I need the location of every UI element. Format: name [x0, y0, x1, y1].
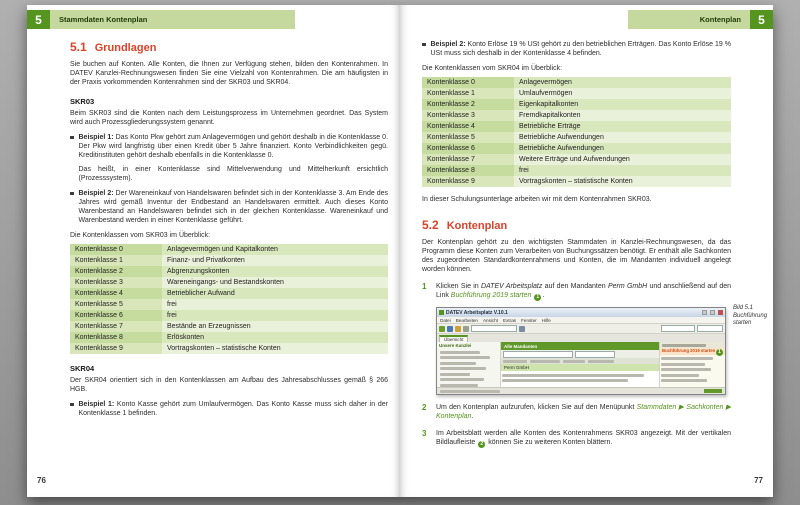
tree-item-skeleton: [440, 356, 490, 359]
toolbar: [437, 324, 725, 334]
table-row: Kontenklasse 4 Betrieblicher Aufwand: [70, 288, 388, 299]
table-row: Kontenklasse 3 Wareneingangs- und Bestandskonten: [70, 277, 388, 288]
skr03-subheading: SKR03: [70, 97, 95, 106]
section-heading-5-2: [422, 218, 731, 232]
minimize-icon: [702, 310, 707, 315]
skr04-table-caption: Die Kontenklassen vom SKR04 im Überblick:: [422, 65, 563, 72]
link-name-emphasis: Buchführung 2019 starten: [450, 292, 532, 299]
example-label: Beispiel 2:: [78, 190, 114, 197]
table-row: Kontenklasse 1 Umlaufvermögen: [422, 88, 731, 99]
skr03-table-caption: Die Kontenklassen vom SKR03 im Überblick:: [70, 232, 211, 239]
step-text: können Sie zu weiteren Konten blättern.: [486, 439, 613, 446]
example-label: Beispiel 2:: [430, 41, 466, 48]
example-3-bullet: [70, 400, 388, 418]
bullet-square-icon: [70, 192, 74, 196]
menu-path-emphasis: Stammdaten ▶ Sachkonten ▶ Kontenplan: [436, 404, 731, 420]
app-name-emphasis: DATEV Arbeitsplatz: [480, 283, 543, 290]
toolbar-dropdown: [471, 325, 517, 332]
link-item-skeleton: [661, 379, 707, 382]
column-header-skeleton: [588, 360, 614, 363]
example-text: Das Konto Pkw gehört zum Anlagevermögen und gehört deshalb in die Kontenklasse 0. Der Pkw wird langfristig über einen Kredit über 5 Jahre finanziert. Konto Verbindlichkeiten gegü. Kreditinstituten gehört deshalb ebenfalls in die Kontenklasse 0.: [78, 134, 389, 159]
menu-item: Datei: [440, 317, 451, 323]
table-row: Kontenklasse 6 frei: [70, 310, 388, 321]
datev-screenshot: [436, 307, 726, 395]
link-item-skeleton: [661, 363, 705, 366]
skr04-paragraph: Der SKR04 orientiert sich in den Kontenklassen am Aufbau des Jahresabschlusses gemäß § 266 HGB.: [70, 377, 388, 393]
table-row: Kontenklasse 9 Vortragskonten – statistische Konten: [70, 343, 388, 354]
bullet-square-icon: [70, 403, 74, 407]
link-item-skeleton: [661, 374, 699, 377]
step-text: auf den Mandanten: [542, 283, 608, 290]
window-title: DATEV Arbeitsplatz V.10.1: [446, 309, 508, 316]
step-text: Klicken Sie in: [436, 283, 481, 290]
link-buchfuehrung-starten: Buchführung 2019 starten 1: [660, 348, 725, 355]
client-name-emphasis: Perm GmbH: [607, 283, 648, 290]
right-page-content: [422, 40, 731, 448]
table-row: Kontenklasse 7 Weitere Erträge und Aufwendungen: [422, 154, 731, 165]
kontenplan-intro: Der Kontenplan gehört zu den wichtigsten Stammdaten in Kanzlei-Rechnungswesen, da das Programm diese Konten zum Verarbeiten von Buchungssätzen benötigt. Er enthält alle Sachkonten des zugeordneten Standardkontenrahmens und Konten, die im Mandanten individuell angelegt worden können.: [422, 239, 731, 273]
skr04-subheading: SKR04: [70, 364, 95, 373]
chapter-header-title: Kontenplan: [628, 10, 750, 29]
example-4-bullet: [422, 40, 731, 58]
left-page: [27, 5, 400, 497]
step-text: und anschließend auf den Link: [436, 283, 732, 299]
menu-item: Fenster: [521, 317, 537, 323]
toolbar-icon: [519, 326, 525, 332]
page-number-76: 76: [37, 476, 46, 485]
toolbar-icon: [455, 326, 461, 332]
toolbar-icon: [439, 326, 445, 332]
table-row: Kontenklasse 3 Fremdkapitalkonten: [422, 110, 731, 121]
step-2: [422, 403, 731, 421]
book-spread: [27, 5, 773, 497]
maximize-icon: [710, 310, 715, 315]
tree-panel-title: Unsere Kanzlei: [439, 343, 472, 348]
table-row: Kontenklasse 8 frei: [422, 165, 731, 176]
table-row: Kontenklasse 1 Finanz- und Privatkonten: [70, 255, 388, 266]
tree-item-skeleton: [440, 362, 476, 365]
window-titlebar: [437, 308, 725, 317]
tab-row: [437, 334, 725, 342]
figure-caption-label: Bild 5.1: [733, 305, 754, 311]
toolbar-icon: [463, 326, 469, 332]
step-text: .: [542, 292, 545, 299]
filter-input: [503, 351, 573, 358]
callout-badge-1: 1: [534, 294, 541, 301]
example-text: Der Wareneinkauf von Handelswaren befindet sich in der Kontenklasse 3. Am Ende des Jahres wird gemäß Inventur der Endbestand an Handelswaren ermittelt. Auch dieses Konto Warenbestand an Handelswaren befindet sich in der gleichen Kontenklasse. Wareneinkauf und Warenbestand werden in einer Kontenklasse geführt.: [78, 190, 388, 224]
chapter-number-box: 5: [27, 10, 50, 29]
quick-search-input: [661, 325, 695, 332]
step-text: Im Arbeitsblatt werden alle Konten des Kontenrahmens SKR03 angezeigt. Mit der vertikalen Bildlaufleiste: [436, 430, 731, 446]
section-title: Kontenplan: [446, 220, 508, 232]
status-text-skeleton: [440, 390, 500, 393]
table-row: Kontenklasse 2 Eigenkapitalkonten: [422, 99, 731, 110]
tree-item-skeleton: [440, 351, 480, 354]
example-label: Beispiel 1:: [78, 401, 115, 408]
table-row: Kontenklasse 0 Anlagevermögen: [422, 77, 731, 88]
table-row: Kontenklasse 4 Betriebliche Erträge: [422, 121, 731, 132]
step-number: 2: [422, 403, 427, 412]
table-row: Kontenklasse 5 Betriebliche Aufwendungen: [422, 132, 731, 143]
client-row-skeleton: [502, 379, 628, 382]
skr03-usage-note: In dieser Schulungsunterlage arbeiten wir mit dem Kontenrahmen SKR03.: [422, 196, 652, 203]
links-header-skeleton: [662, 344, 706, 347]
chapter-header-right: [628, 10, 773, 29]
filter-input: [575, 351, 615, 358]
section-number: 5.2: [422, 218, 439, 232]
step-text: .: [471, 413, 474, 420]
example-2-bullet: [70, 189, 388, 225]
example-label: Beispiel 1:: [78, 134, 114, 141]
menu-bar: [437, 317, 725, 324]
table-row: Kontenklasse 2 Abgrenzungskonten: [70, 266, 388, 277]
menu-item: Hilfe: [541, 317, 551, 323]
bullet-square-icon: [422, 43, 426, 47]
step-1: [422, 282, 731, 301]
datev-app-icon: [439, 310, 444, 315]
menu-item: Ansicht: [482, 317, 499, 323]
bullet-square-icon: [70, 136, 74, 140]
chapter-header-left: [27, 10, 295, 29]
menu-item: Extras: [503, 317, 517, 323]
status-bar: [437, 387, 725, 394]
callout-badge-1: 1: [716, 349, 723, 356]
step-number: 3: [422, 429, 427, 438]
client-list-header: Alle Mandanten: [501, 342, 659, 350]
link-item-skeleton: [661, 368, 711, 371]
skr04-table: [422, 77, 731, 187]
example-text: Konto Erlöse 19 % USt gehört zu den betrieblichen Erträgen. Das Konto Erlöse 19 % USt muss sich deshalb in der Kontenklasse 4 befinden.: [430, 41, 731, 57]
skr03-paragraph: Beim SKR03 sind die Konten nach dem Leistungsprozess im Unternehmen geordnet. Das System wird auch Prozessgliederungssystem genannt.: [70, 110, 388, 126]
example-1-note: Das heißt, in einer Kontenklasse sind Mittelverwendung und Mittelherkunft ersichtlich (Prozesssystem).: [78, 166, 388, 182]
close-icon: [718, 310, 723, 315]
step-text: Um den Kontenplan aufzurufen, klicken Sie auf den Menüpunkt: [436, 404, 637, 411]
client-list-panel: [501, 342, 659, 387]
table-row: Kontenklasse 7 Bestände an Erzeugnissen: [70, 321, 388, 332]
tree-item-skeleton: [440, 378, 484, 381]
skr03-table: [70, 244, 388, 354]
column-header-skeleton: [530, 360, 560, 363]
links-panel: [659, 342, 725, 387]
chapter-number-box: 5: [750, 10, 773, 29]
column-header-skeleton: [563, 360, 585, 363]
callout-badge-2: 2: [478, 441, 485, 448]
selected-client-row: Perm GmbH: [501, 364, 659, 371]
tree-item-skeleton: [440, 367, 486, 370]
selection-dropdown: [697, 325, 723, 332]
figure-caption-text: Buchführung starten: [733, 312, 768, 326]
example-text: Konto Kasse gehört zum Umlaufvermögen. Das Konto Kasse muss sich daher in der Kontenklasse 1 befinden.: [78, 401, 388, 417]
table-row: Kontenklasse 6 Betriebliche Aufwendungen: [422, 143, 731, 154]
filter-row: [501, 350, 659, 358]
page-number-77: 77: [754, 476, 763, 485]
tab-uebersicht: Übersicht: [439, 335, 468, 342]
column-header-skeleton: [503, 360, 527, 363]
step-number: 1: [422, 282, 427, 291]
table-row: Kontenklasse 8 Erlöskonten: [70, 332, 388, 343]
status-green-chip: [704, 389, 722, 393]
figure-caption: [733, 305, 770, 328]
intro-paragraph: Sie buchen auf Konten. Alle Konten, die Ihnen zur Verfügung stehen, bilden den Kontenrahmen. In DATEV Kanzlei-Rechnungswesen finden Sie eine Vielzahl von Kontenrahmen. Die am häufigsten in der Praxis vorkommenden Kontenrahmen sind der SKR03 und SKR04.: [70, 61, 388, 86]
right-page: [400, 5, 773, 497]
section-heading-5-1: [70, 40, 388, 54]
example-1-bullet: [70, 133, 388, 160]
tree-item-skeleton: [440, 373, 470, 376]
client-row-skeleton: [502, 374, 644, 377]
table-row: Kontenklasse 0 Anlagevermögen und Kapitalkonten: [70, 244, 388, 255]
table-row: Kontenklasse 5 frei: [70, 299, 388, 310]
menu-item: Bearbeiten: [455, 317, 478, 323]
step-3: [422, 429, 731, 448]
section-number: 5.1: [70, 40, 87, 54]
table-row: Kontenklasse 9 Vortragskonten – statistische Konten: [422, 176, 731, 187]
link-item-skeleton: [661, 357, 713, 360]
left-page-content: [70, 40, 388, 418]
toolbar-icon: [447, 326, 453, 332]
navigation-tree-panel: [437, 342, 501, 387]
section-title: Grundlagen: [94, 42, 157, 54]
chapter-header-title: Stammdaten Kontenplan: [50, 10, 295, 29]
